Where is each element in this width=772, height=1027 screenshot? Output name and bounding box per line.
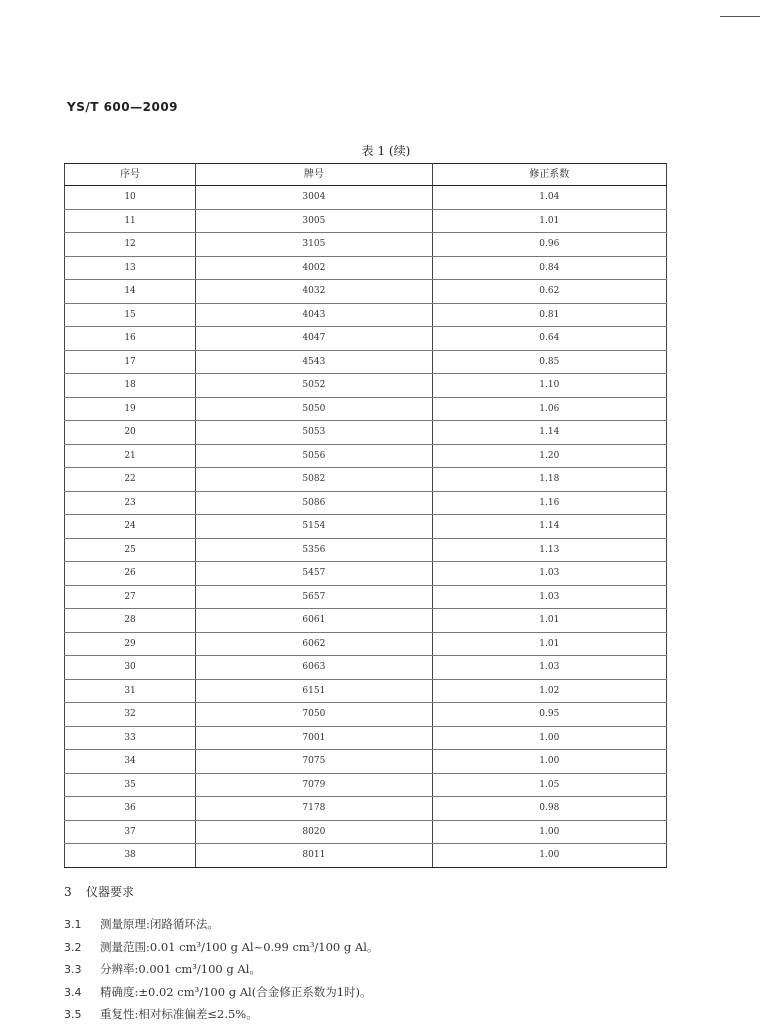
table-row [65, 515, 667, 539]
cell-seq: 36 [65, 797, 196, 821]
requirement-item [64, 981, 704, 1004]
table-row [65, 374, 667, 398]
table-body [65, 186, 667, 868]
cell-coefficient: 1.01 [432, 609, 666, 633]
column-header-coefficient: 修正系数 [432, 164, 666, 186]
cell-grade: 5052 [196, 374, 432, 398]
requirement-number: 3.2 [64, 940, 82, 954]
table-row [65, 327, 667, 351]
table-row [65, 797, 667, 821]
requirement-number: 3.1 [64, 918, 82, 931]
cell-coefficient: 1.16 [432, 491, 666, 515]
cell-seq: 27 [65, 585, 196, 609]
cell-seq: 32 [65, 703, 196, 727]
cell-grade: 3004 [196, 186, 432, 210]
table-row [65, 703, 667, 727]
cell-grade: 4002 [196, 256, 432, 280]
table-row [65, 726, 667, 750]
cell-seq: 25 [65, 538, 196, 562]
requirement-text: 测量原理:闭路循环法。 [100, 917, 219, 931]
correction-factor-table [64, 163, 667, 868]
cell-coefficient: 0.81 [432, 303, 666, 327]
table-row [65, 421, 667, 445]
cell-coefficient: 0.62 [432, 280, 666, 304]
cell-coefficient: 1.13 [432, 538, 666, 562]
section-title: 仪器要求 [86, 885, 135, 899]
cell-grade: 5457 [196, 562, 432, 586]
cell-grade: 7001 [196, 726, 432, 750]
cell-seq: 35 [65, 773, 196, 797]
requirement-number: 3.5 [64, 1008, 82, 1021]
cell-seq: 17 [65, 350, 196, 374]
table-row [65, 562, 667, 586]
cell-grade: 5356 [196, 538, 432, 562]
cell-coefficient: 1.00 [432, 750, 666, 774]
column-header-seq: 序号 [65, 164, 196, 186]
cell-seq: 18 [65, 374, 196, 398]
cell-seq: 10 [65, 186, 196, 210]
cell-seq: 13 [65, 256, 196, 280]
cell-coefficient: 1.01 [432, 632, 666, 656]
cell-grade: 5056 [196, 444, 432, 468]
cell-coefficient: 1.14 [432, 421, 666, 445]
table-row [65, 468, 667, 492]
cell-seq: 19 [65, 397, 196, 421]
table-row [65, 656, 667, 680]
cell-grade: 3005 [196, 209, 432, 233]
table-row [65, 256, 667, 280]
table-row [65, 844, 667, 868]
cell-seq: 15 [65, 303, 196, 327]
cell-seq: 14 [65, 280, 196, 304]
cell-coefficient: 1.03 [432, 562, 666, 586]
cell-seq: 16 [65, 327, 196, 351]
cell-grade: 5053 [196, 421, 432, 445]
cell-coefficient: 0.96 [432, 233, 666, 257]
requirement-text: 测量范围:0.01 cm³/100 g Al~0.99 cm³/100 g Al。 [100, 939, 379, 954]
requirement-number: 3.3 [64, 963, 82, 976]
cell-coefficient: 1.06 [432, 397, 666, 421]
cell-seq: 31 [65, 679, 196, 703]
table-header-row [65, 164, 667, 186]
cell-coefficient: 1.20 [432, 444, 666, 468]
table-row [65, 397, 667, 421]
requirement-text: 重复性:相对标准偏差≤2.5%。 [100, 1007, 258, 1021]
table-row [65, 632, 667, 656]
cell-grade: 8011 [196, 844, 432, 868]
cell-seq: 12 [65, 233, 196, 257]
requirement-item [64, 1003, 704, 1026]
cell-grade: 6061 [196, 609, 432, 633]
cell-grade: 7050 [196, 703, 432, 727]
cell-grade: 5154 [196, 515, 432, 539]
cell-coefficient: 1.10 [432, 374, 666, 398]
cell-seq: 20 [65, 421, 196, 445]
table-row [65, 350, 667, 374]
cell-seq: 26 [65, 562, 196, 586]
cell-coefficient: 1.03 [432, 585, 666, 609]
column-header-grade: 牌号 [196, 164, 432, 186]
requirement-item [64, 936, 704, 959]
table-row [65, 609, 667, 633]
table-row [65, 491, 667, 515]
cell-coefficient: 1.01 [432, 209, 666, 233]
cell-grade: 7075 [196, 750, 432, 774]
cell-grade: 6151 [196, 679, 432, 703]
cell-coefficient: 1.00 [432, 820, 666, 844]
table-row [65, 280, 667, 304]
table-row [65, 303, 667, 327]
table-row [65, 209, 667, 233]
table-row [65, 233, 667, 257]
cell-coefficient: 1.00 [432, 844, 666, 868]
cell-grade: 5657 [196, 585, 432, 609]
cell-seq: 34 [65, 750, 196, 774]
cell-seq: 33 [65, 726, 196, 750]
cell-coefficient: 0.98 [432, 797, 666, 821]
cell-seq: 21 [65, 444, 196, 468]
table-row [65, 444, 667, 468]
table-row [65, 679, 667, 703]
cell-grade: 5050 [196, 397, 432, 421]
cell-seq: 30 [65, 656, 196, 680]
table-row [65, 186, 667, 210]
cell-seq: 38 [65, 844, 196, 868]
requirement-item [64, 913, 704, 936]
table-row [65, 585, 667, 609]
cell-seq: 22 [65, 468, 196, 492]
table-row [65, 538, 667, 562]
cell-coefficient: 1.00 [432, 726, 666, 750]
cell-coefficient: 0.64 [432, 327, 666, 351]
cell-seq: 24 [65, 515, 196, 539]
cell-coefficient: 1.18 [432, 468, 666, 492]
cell-grade: 5086 [196, 491, 432, 515]
requirement-text: 分辨率:0.001 cm³/100 g Al。 [100, 962, 261, 976]
requirement-item [64, 958, 704, 981]
table-row [65, 750, 667, 774]
requirement-number: 3.4 [64, 985, 82, 999]
cell-grade: 3105 [196, 233, 432, 257]
cell-coefficient: 1.03 [432, 656, 666, 680]
cell-coefficient: 0.84 [432, 256, 666, 280]
standard-code: YS/T 600—2009 [67, 100, 179, 114]
cell-seq: 28 [65, 609, 196, 633]
cell-coefficient: 0.85 [432, 350, 666, 374]
cell-coefficient: 1.05 [432, 773, 666, 797]
cell-coefficient: 1.14 [432, 515, 666, 539]
cell-grade: 4032 [196, 280, 432, 304]
cell-grade: 5082 [196, 468, 432, 492]
section-number: 3 [64, 885, 72, 899]
table-caption: 表 1 (续) [361, 144, 411, 158]
cell-seq: 11 [65, 209, 196, 233]
cell-coefficient: 1.04 [432, 186, 666, 210]
cell-grade: 7178 [196, 797, 432, 821]
requirements-list [64, 913, 704, 1026]
cell-grade: 6062 [196, 632, 432, 656]
requirement-text: 精确度:±0.02 cm³/100 g Al(合金修正系数为1时)。 [100, 984, 372, 999]
cell-grade: 8020 [196, 820, 432, 844]
cell-seq: 37 [65, 820, 196, 844]
cell-grade: 4043 [196, 303, 432, 327]
cell-grade: 6063 [196, 656, 432, 680]
table-row [65, 820, 667, 844]
table-row [65, 773, 667, 797]
cell-grade: 7079 [196, 773, 432, 797]
cell-seq: 23 [65, 491, 196, 515]
cell-grade: 4543 [196, 350, 432, 374]
cell-coefficient: 1.02 [432, 679, 666, 703]
page-corner-mark [720, 16, 760, 17]
cell-coefficient: 0.95 [432, 703, 666, 727]
section-heading [64, 883, 134, 900]
cell-grade: 4047 [196, 327, 432, 351]
cell-seq: 29 [65, 632, 196, 656]
